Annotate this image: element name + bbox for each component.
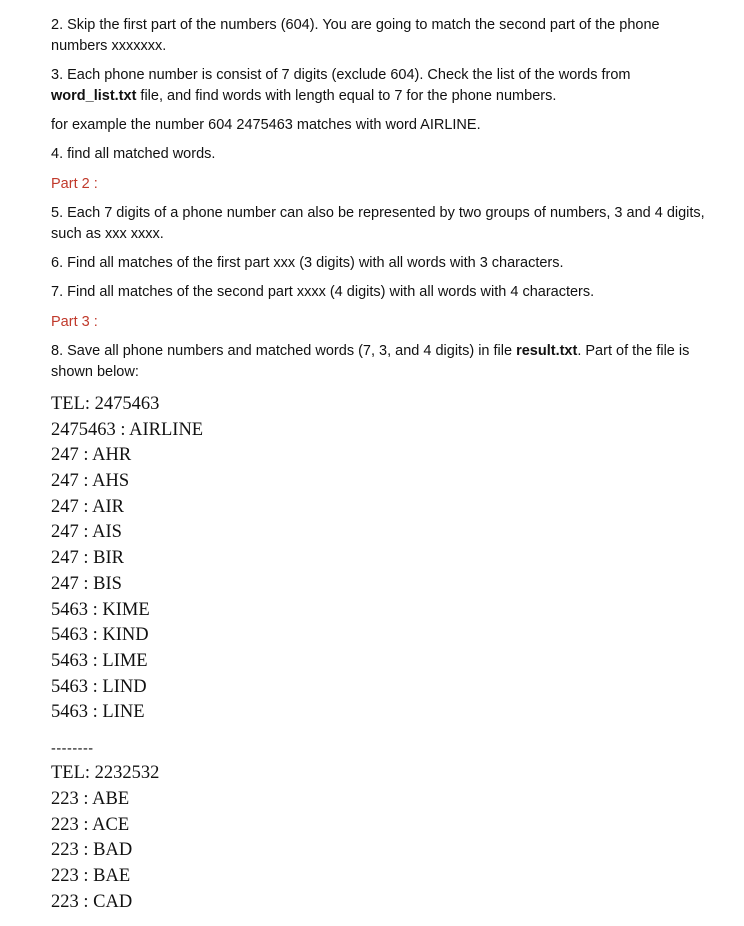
word-list-filename: word_list.txt — [51, 88, 137, 104]
sample-line: 5463 : KIND — [51, 625, 149, 645]
sample-line: 2475463 : AIRLINE — [51, 420, 204, 440]
step-7-paragraph: 7. Find all matches of the second part xxxx (4 digits) with all words with 4 characters. — [51, 284, 595, 300]
step-2-line-1: 2. Skip the first part of the numbers (604). You are going to match the second part of the phone — [51, 17, 660, 33]
sample-line: TEL: 2232532 — [51, 763, 160, 783]
step-2-paragraph — [51, 15, 731, 57]
step-5-paragraph — [51, 203, 731, 245]
sample-line: 5463 : LIME — [51, 651, 148, 671]
part-2-heading: Part 2 : — [51, 176, 98, 192]
step-3-line-2-rest: file, and find words with length equal to 7 for the phone numbers. — [136, 88, 557, 104]
sample-line: 247 : BIR — [51, 548, 124, 568]
step-8-line-1-post: . Part of the file is — [577, 343, 690, 359]
step-2-line-2: numbers xxxxxxx. — [51, 38, 167, 54]
sample-line: 247 : AIR — [51, 497, 124, 517]
example-paragraph: for example the number 604 2475463 matches with word AIRLINE. — [51, 117, 481, 133]
sample-line: 247 : AHR — [51, 445, 132, 465]
step-8-line-2: shown below: — [51, 364, 139, 380]
sample-line: 5463 : LINE — [51, 702, 145, 722]
sample-line: 247 : AHS — [51, 471, 130, 491]
sample-line: 223 : BAE — [51, 866, 131, 886]
step-4-paragraph: 4. find all matched words. — [51, 146, 216, 162]
step-8-line-1 — [51, 341, 731, 362]
sample-line: 247 : AIS — [51, 522, 122, 542]
step-8-paragraph — [51, 341, 731, 383]
sample-line: 247 : BIS — [51, 574, 122, 594]
sample-line: 223 : CAD — [51, 892, 133, 912]
step-8-line-1-pre: 8. Save all phone numbers and matched words (7, 3, and 4 digits) in file — [51, 343, 517, 359]
step-3-line-1: 3. Each phone number is consist of 7 digits (exclude 604). Check the list of the words from — [51, 67, 631, 83]
step-3-paragraph — [51, 65, 731, 107]
sample-line: 5463 : KIME — [51, 600, 150, 620]
step-5-line-1: 5. Each 7 digits of a phone number can also be represented by two groups of numbers, 3 and 4 digits, — [51, 205, 705, 221]
sample-line: 223 : ABE — [51, 789, 130, 809]
sample-line: 223 : ACE — [51, 815, 130, 835]
sample-line: 5463 : LIND — [51, 677, 147, 697]
part-3-heading: Part 3 : — [51, 314, 98, 330]
sample-line: TEL: 2475463 — [51, 394, 160, 414]
sample-line: 223 : BAD — [51, 840, 133, 860]
step-5-line-2: such as xxx xxxx. — [51, 226, 164, 242]
step-3-line-2 — [51, 86, 731, 107]
separator-dashes: -------- — [51, 741, 94, 757]
step-6-paragraph: 6. Find all matches of the first part xxx (3 digits) with all words with 3 characters. — [51, 255, 564, 271]
result-filename: result.txt — [516, 343, 578, 359]
